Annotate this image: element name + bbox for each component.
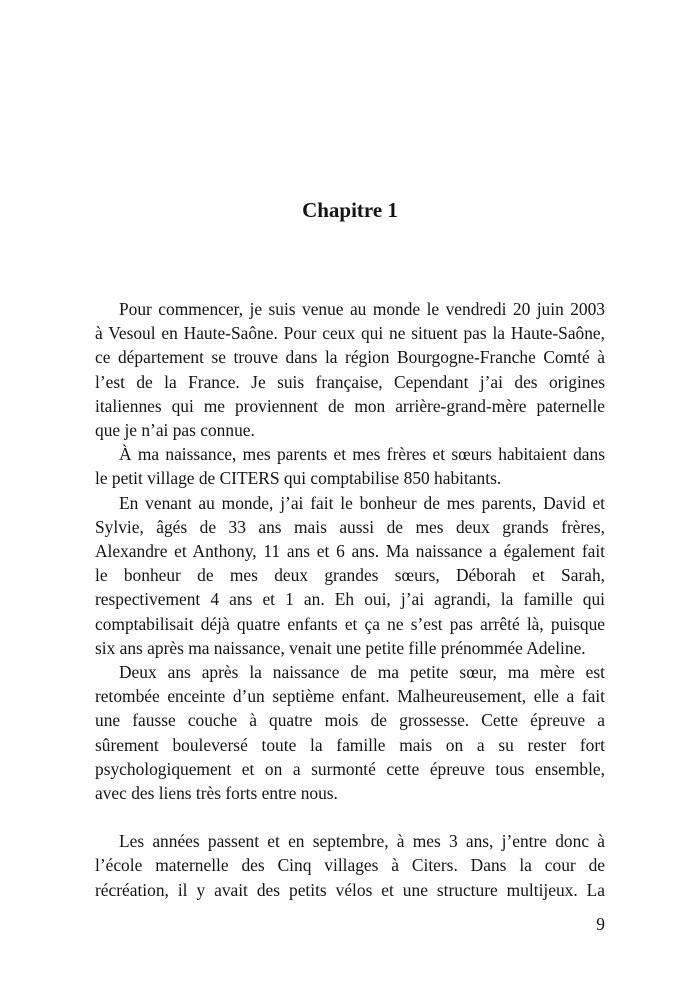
paragraph-1 [95, 297, 605, 442]
text-line: Les années passent et en septembre, à mes 3 ans, j’entre donc à [119, 831, 605, 852]
chapter-title: Chapitre 1 [302, 198, 398, 222]
paragraph-5 [95, 829, 605, 902]
text-line: Alexandre et Anthony, 11 ans et 6 ans. Ma naissance a également fait [95, 541, 605, 562]
paragraph-4 [95, 660, 605, 805]
text-line: psychologiquement et on a surmonté cette épreuve tous ensemble, [95, 758, 605, 779]
text-line: En venant au monde, j’ai fait le bonheur de mes parents, David et [119, 492, 605, 513]
text-line: ce département se trouve dans la région Bourgogne-Franche Comté à [95, 347, 605, 368]
text-line: que je n’ai pas connue. [95, 420, 255, 441]
body-text [95, 297, 605, 902]
text-line: Sylvie, âgés de 33 ans mais aussi de mes deux grands frères, [95, 516, 605, 537]
text-line: à Vesoul en Haute-Saône. Pour ceux qui ne situent pas la Haute-Saône, [95, 323, 605, 344]
text-line: le petit village de CITERS qui comptabilise 850 habitants. [95, 468, 502, 489]
text-line: Deux ans après la naissance de ma petite sœur, ma mère est [119, 662, 605, 683]
page-number: 9 [596, 914, 605, 934]
text-line: Pour commencer, je suis venue au monde le vendredi 20 juin 2003 [119, 299, 605, 319]
text-line: À ma naissance, mes parents et mes frères et sœurs habitaient dans [119, 444, 605, 465]
text-line: sûrement bouleversé toute la famille mais on a su rester fort [95, 734, 605, 755]
text-line: l’école maternelle des Cinq villages à Citers. Dans la cour de [95, 855, 605, 876]
text-line: six ans après ma naissance, venait une petite fille prénommée Adeline. [95, 637, 586, 658]
text-line: l’est de la France. Je suis française, Cependant j’ai des origines [95, 371, 605, 392]
text-line: respectivement 4 ans et 1 an. Eh oui, j’ai agrandi, la famille qui [95, 589, 605, 610]
text-line: retombée enceinte d’un septième enfant. Malheureusement, elle a fait [95, 686, 605, 707]
section-gap [95, 805, 605, 829]
text-line: italiennes qui me proviennent de mon arrière-grand-mère paternelle [95, 395, 605, 416]
text-line: le bonheur de mes deux grandes sœurs, Déborah et Sarah, [95, 565, 605, 586]
text-line: comptabilisait déjà quatre enfants et ça ne s’est pas arrêté là, puisque [95, 613, 605, 634]
paragraph-3 [95, 491, 605, 660]
text-line: avec des liens très forts entre nous. [95, 783, 338, 804]
paragraph-2 [95, 442, 605, 490]
text-line: récréation, il y avait des petits vélos et une structure multijeux. La [95, 879, 605, 900]
text-line: une fausse couche à quatre mois de grossesse. Cette épreuve a [95, 710, 605, 731]
